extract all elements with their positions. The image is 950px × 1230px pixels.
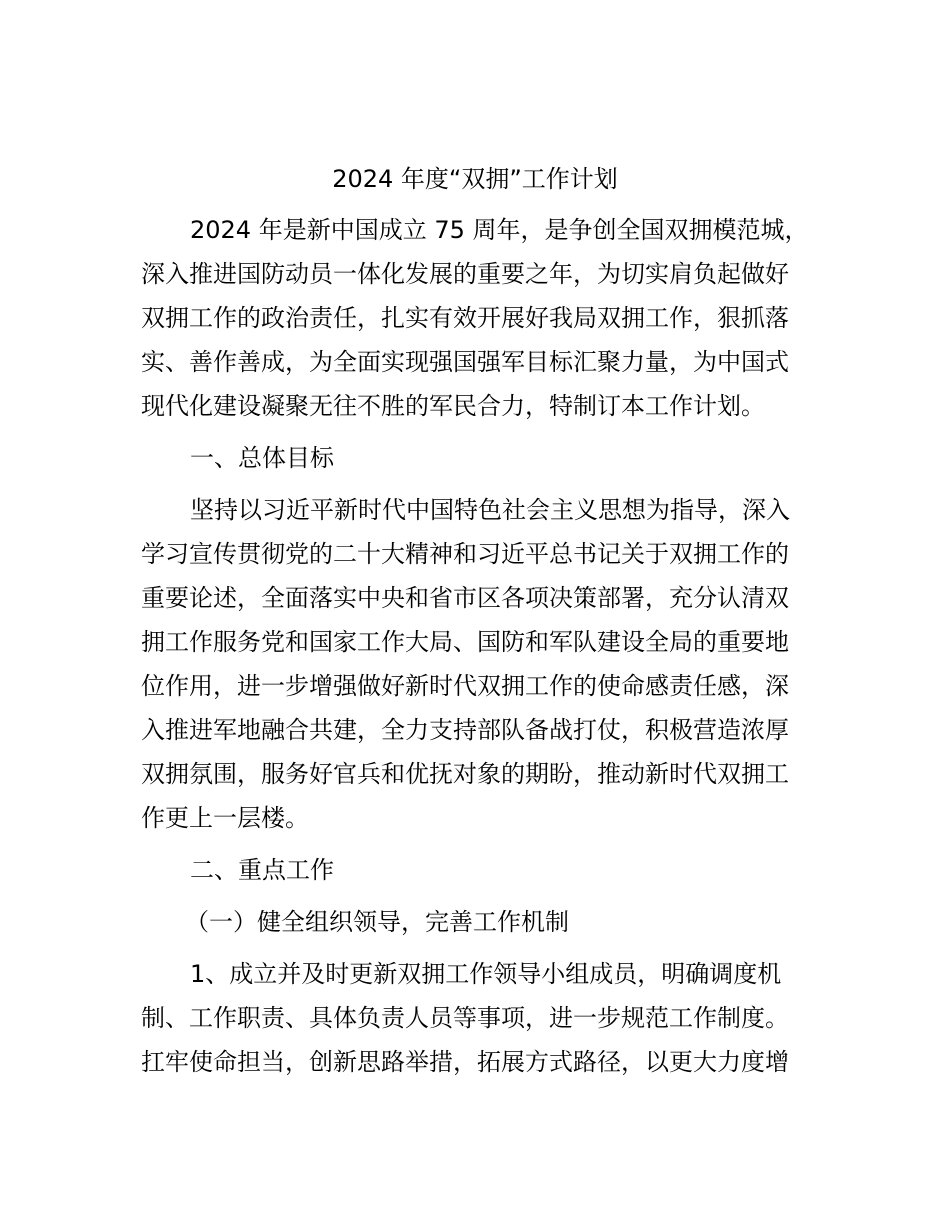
- paragraph-line: 扛牢使命担当，创新思路举措，拓展方式路径，以更大力度增: [141, 1048, 789, 1076]
- paragraph-line: 制、工作职责、具体负责人员等事项，进一步规范工作制度。: [141, 1004, 789, 1032]
- document-body: [141, 212, 841, 1088]
- section-heading: 二、重点工作: [190, 856, 334, 884]
- paragraph-line: 双拥氛围，服务好官兵和优抚对象的期盼，推动新时代双拥工: [141, 760, 789, 788]
- paragraph-line: 拥工作服务党和国家工作大局、国防和军队建设全局的重要地: [141, 628, 789, 656]
- subsection-heading: （一）健全组织领导，完善工作机制: [185, 908, 569, 936]
- paragraph-line: 现代化建设凝聚无往不胜的军民合力，特制订本工作计划。: [141, 392, 765, 420]
- paragraph-line: 坚持以习近平新时代中国特色社会主义思想为指导，深入: [190, 496, 790, 524]
- paragraph-line: 位作用，进一步增强做好新时代双拥工作的使命感责任感，深: [141, 672, 789, 700]
- section-heading: 一、总体目标: [190, 444, 334, 472]
- paragraph-line: 1、成立并及时更新双拥工作领导小组成员，明确调度机: [190, 960, 782, 988]
- paragraph-line: 作更上一层楼。: [141, 804, 309, 832]
- paragraph-line: 双拥工作的政治责任，扎实有效开展好我局双拥工作，狠抓落: [141, 304, 789, 332]
- document-title: 2024 年度“双拥”工作计划: [332, 165, 618, 193]
- paragraph-line: 实、善作善成，为全面实现强国强军目标汇聚力量，为中国式: [141, 348, 789, 376]
- paragraph-line: 深入推进国防动员一体化发展的重要之年，为切实肩负起做好: [141, 260, 789, 288]
- paragraph-line: 学习宣传贯彻党的二十大精神和习近平总书记关于双拥工作的: [141, 540, 789, 568]
- paragraph-line: 2024 年是新中国成立 75 周年，是争创全国双拥模范城，: [190, 216, 809, 244]
- paragraph-line: 入推进军地融合共建，全力支持部队备战打仗，积极营造浓厚: [141, 716, 789, 744]
- paragraph-line: 重要论述，全面落实中央和省市区各项决策部署，充分认清双: [141, 584, 789, 612]
